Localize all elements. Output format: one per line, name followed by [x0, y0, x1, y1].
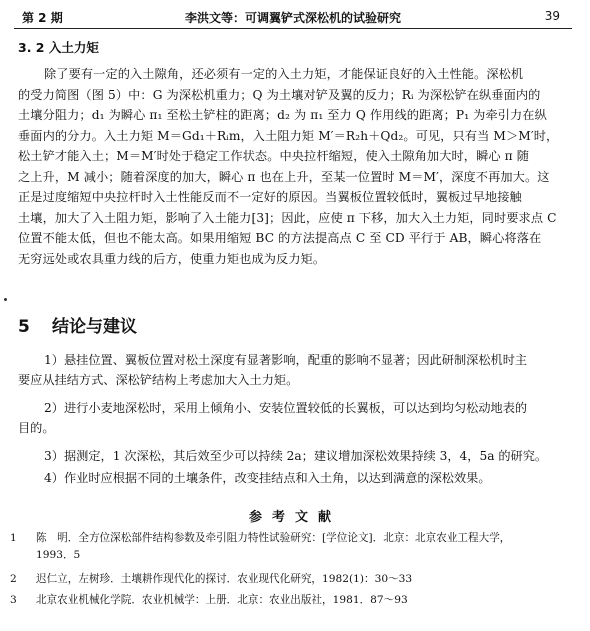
- reference-text: 北京农业机械化学院．农业机械学：上册．北京：农业出版社，1981．87～93: [36, 594, 408, 606]
- section-title: 结论与建议: [52, 317, 137, 337]
- section-heading-5: [18, 312, 137, 337]
- paragraph-line: 无穷远处或农具重力线的后方，使重力矩也成为反力矩。: [18, 251, 326, 266]
- section-3-2-paragraph: [18, 64, 578, 269]
- issue-label: 第 2 期: [22, 11, 63, 25]
- reference-item: [10, 530, 580, 564]
- reference-number: 3: [10, 594, 17, 606]
- reference-item: [10, 592, 580, 609]
- conclusion-line: 4）作业时应根据不同的土壤条件，改变挂结点和入土角，以达到满意的深松效果。: [44, 471, 491, 485]
- paragraph-line: 松土铲才能入土；M＝M′时处于稳定工作状态。中央拉杆缩短，使入土隙角加大时，瞬心 π 随: [18, 149, 530, 163]
- reference-text: 陈 明．全方位深松部件结构参数及牵引阻力特性试验研究：[学位论文]．北京：北京农业工程大学，: [36, 532, 511, 544]
- conclusion-item-2: [18, 398, 578, 438]
- paragraph-line: 土壤分阻力；d₁ 为瞬心 π₁ 至松土铲柱的距离；d₂ 为 π₁ 至力 Q 作用线的距离；P₁ 为牵引力在纵: [18, 108, 547, 122]
- references-heading: 参考文献: [248, 510, 341, 525]
- reference-number: 2: [10, 573, 17, 585]
- conclusion-line: 3）据测定，1 次深松，其后效至少可以持续 2a；建议增加深松效果持续 3，4，5a 的研究。: [44, 449, 548, 463]
- reference-number: 1: [10, 532, 17, 544]
- conclusion-line: 要应从挂结方式、深松铲结构上考虑加大入土力矩。: [18, 373, 299, 387]
- conclusion-line: 1）悬挂位置、翼板位置对松土深度有显著影响，配重的影响不显著；因此研制深松机时主: [44, 353, 528, 367]
- paragraph-line: 垂面内的分力。入土力矩 M＝Gd₁＋Rᵢm，入土阻力矩 M′＝R₂h＋Qd₂。可见，只有当 M＞M′时，: [18, 128, 559, 143]
- reference-text-continued: 1993．5: [36, 549, 81, 561]
- page-number: 39: [544, 9, 560, 23]
- conclusion-item-1: [18, 350, 578, 390]
- conclusion-line: 目的。: [18, 421, 55, 435]
- paragraph-line: 除了要有一定的入土隙角，还必须有一定的入土力矩，才能保证良好的入土性能。深松机: [44, 67, 524, 81]
- margin-mark: [4, 298, 7, 301]
- conclusion-line: 2）进行小麦地深松时，采用上倾角小、安装位置较低的长翼板，可以达到均匀松动地表的: [44, 401, 528, 415]
- paragraph-line: 土壤，加大了入土阻力矩，影响了入土能力[3]；因此，应使 π 下移，加大入土力矩，同时要求点 C: [18, 210, 557, 225]
- reference-item: [10, 571, 580, 588]
- reference-text: 迟仁立，左树珍．土壤耕作现代化的探讨．农业现代化研究，1982(1)：30～33: [36, 573, 413, 585]
- paragraph-line: 之上升，M 减小；随着深度的加大，瞬心 π 也在上升，至某一位置时 M＝M′，深度不再加大。这: [18, 169, 550, 184]
- section-number: 5: [18, 317, 30, 337]
- section-heading-3-2: 3. 2 入土力矩: [18, 40, 99, 55]
- conclusion-item-3: [18, 446, 578, 466]
- paragraph-line: 正是过度缩短中央拉杆时入土性能反而不一定好的原因。当翼板位置较低时，翼板过早地接触: [18, 190, 522, 204]
- running-title: 李洪文等：可调翼铲式深松机的试验研究: [184, 11, 401, 25]
- paragraph-line: 位置不能太低，但也不能太高。如果用缩短 BC 的方法提高点 C 至 CD 平行于 AB，瞬心将落在: [18, 231, 542, 245]
- paragraph-line: 的受力简图（图 5）中：G 为深松机重力；Q 为土壤对铲及翼的反力；Rᵢ 为深松铲在纵垂面内的: [18, 87, 541, 102]
- running-header: [14, 4, 572, 29]
- conclusion-item-4: [18, 468, 578, 488]
